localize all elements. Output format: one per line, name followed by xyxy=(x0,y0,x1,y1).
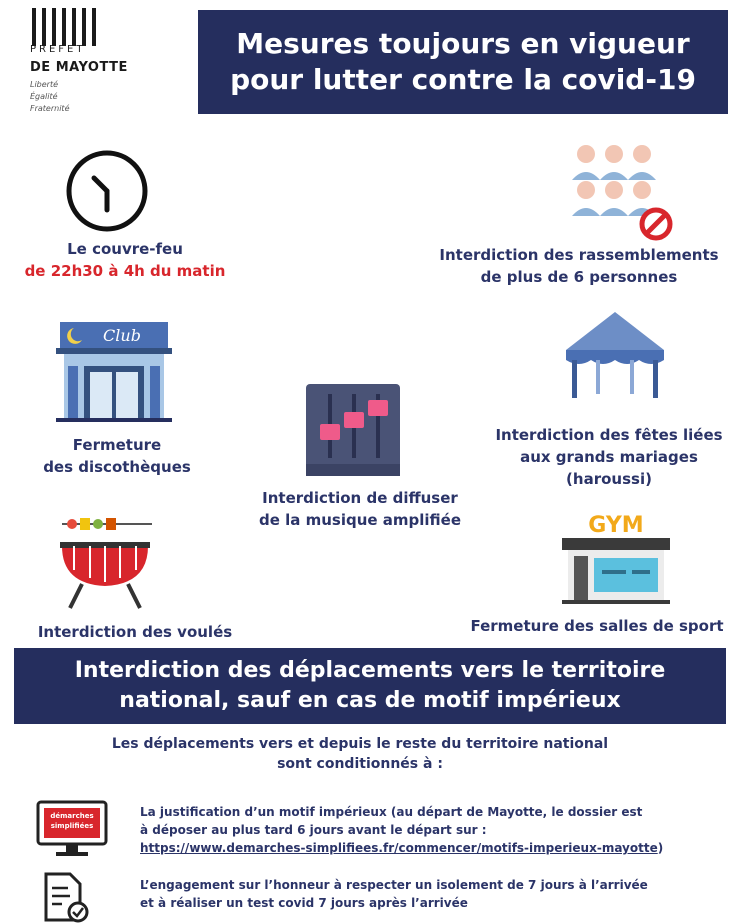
logo-motto-1: Liberté xyxy=(30,80,59,89)
document-check-icon xyxy=(40,872,90,924)
nightclub-icon xyxy=(56,322,172,422)
justification-line-2: à déposer au plus tard 6 jours avant le départ sur : xyxy=(140,823,487,837)
gym-sign-text: GYM xyxy=(588,513,644,538)
sound-mixer-icon xyxy=(306,384,400,476)
monitor-text-2: simplifiées xyxy=(50,822,94,830)
weddings-line-1: Interdiction des fêtes liées xyxy=(495,426,723,444)
travel-banner xyxy=(14,648,726,724)
music-label xyxy=(230,487,490,531)
justification-line-3 xyxy=(140,839,734,857)
computer-monitor-icon xyxy=(36,800,108,858)
crowd-prohibited-icon xyxy=(568,142,678,242)
gyms-label: Fermeture des salles de sport xyxy=(470,617,724,635)
travel-banner-line-2: national, sauf en cas de motif impérieux xyxy=(119,688,621,713)
weddings-label xyxy=(480,424,738,490)
weddings-line-2: aux grands mariages xyxy=(520,448,698,466)
barbecue-icon xyxy=(52,512,162,612)
nightclubs-line-2: des discothèques xyxy=(43,458,191,476)
music-line-1: Interdiction de diffuser xyxy=(262,489,458,507)
title-line-1: Mesures toujours en vigueur xyxy=(236,27,690,60)
nightclubs-label xyxy=(0,434,234,478)
voules-label: Interdiction des voulés xyxy=(37,623,233,641)
marianne-bars-icon xyxy=(30,8,100,48)
title-line-2: pour lutter contre la covid-19 xyxy=(230,63,696,96)
curfew-line-1: Le couvre-feu xyxy=(67,240,183,258)
gatherings-line-2: de plus de 6 personnes xyxy=(480,268,678,286)
curfew-line-2: de 22h30 à 4h du matin xyxy=(24,262,226,280)
logo-motto-2: Égalité xyxy=(30,92,58,101)
curfew-label xyxy=(0,238,250,282)
music-line-2: de la musique amplifiée xyxy=(258,511,462,529)
tent-icon xyxy=(566,312,664,398)
clock-icon xyxy=(64,148,150,234)
justification-line-1: La justification d’un motif impérieux (au départ de Mayotte, le dossier est xyxy=(140,805,643,819)
honour-line-2: et à réaliser un test covid 7 jours après l’arrivée xyxy=(140,896,468,910)
travel-subtitle xyxy=(40,734,680,774)
gym-icon xyxy=(562,510,670,604)
link-close-paren: ) xyxy=(657,841,664,855)
gatherings-line-1: Interdiction des rassemblements xyxy=(439,246,719,264)
logo-motto-3: Fraternité xyxy=(30,104,70,113)
club-sign-text: Club xyxy=(103,326,141,345)
logo-mayotte: DE MAYOTTE xyxy=(30,60,128,75)
demarches-link[interactable]: https://www.demarches-simplifiees.fr/commencer/motifs-imperieux-mayotte xyxy=(140,841,658,855)
honour-line-1: L’engagement sur l’honneur à respecter un isolement de 7 jours à l’arrivée xyxy=(140,878,648,892)
justification-item xyxy=(140,803,734,857)
page-title xyxy=(198,10,728,114)
travel-subtitle-line-2: sont conditionnés à : xyxy=(277,756,443,772)
nightclubs-line-1: Fermeture xyxy=(72,436,162,454)
gatherings-label xyxy=(420,244,738,288)
travel-banner-line-1: Interdiction des déplacements vers le territoire xyxy=(74,658,666,683)
travel-subtitle-line-1: Les déplacements vers et depuis le reste du territoire national xyxy=(111,736,609,752)
monitor-text-1: démarches xyxy=(50,812,94,820)
logo-prefet: PREFET xyxy=(30,44,86,55)
weddings-line-3: (haroussi) xyxy=(566,470,652,488)
honour-commitment-item xyxy=(140,876,734,912)
